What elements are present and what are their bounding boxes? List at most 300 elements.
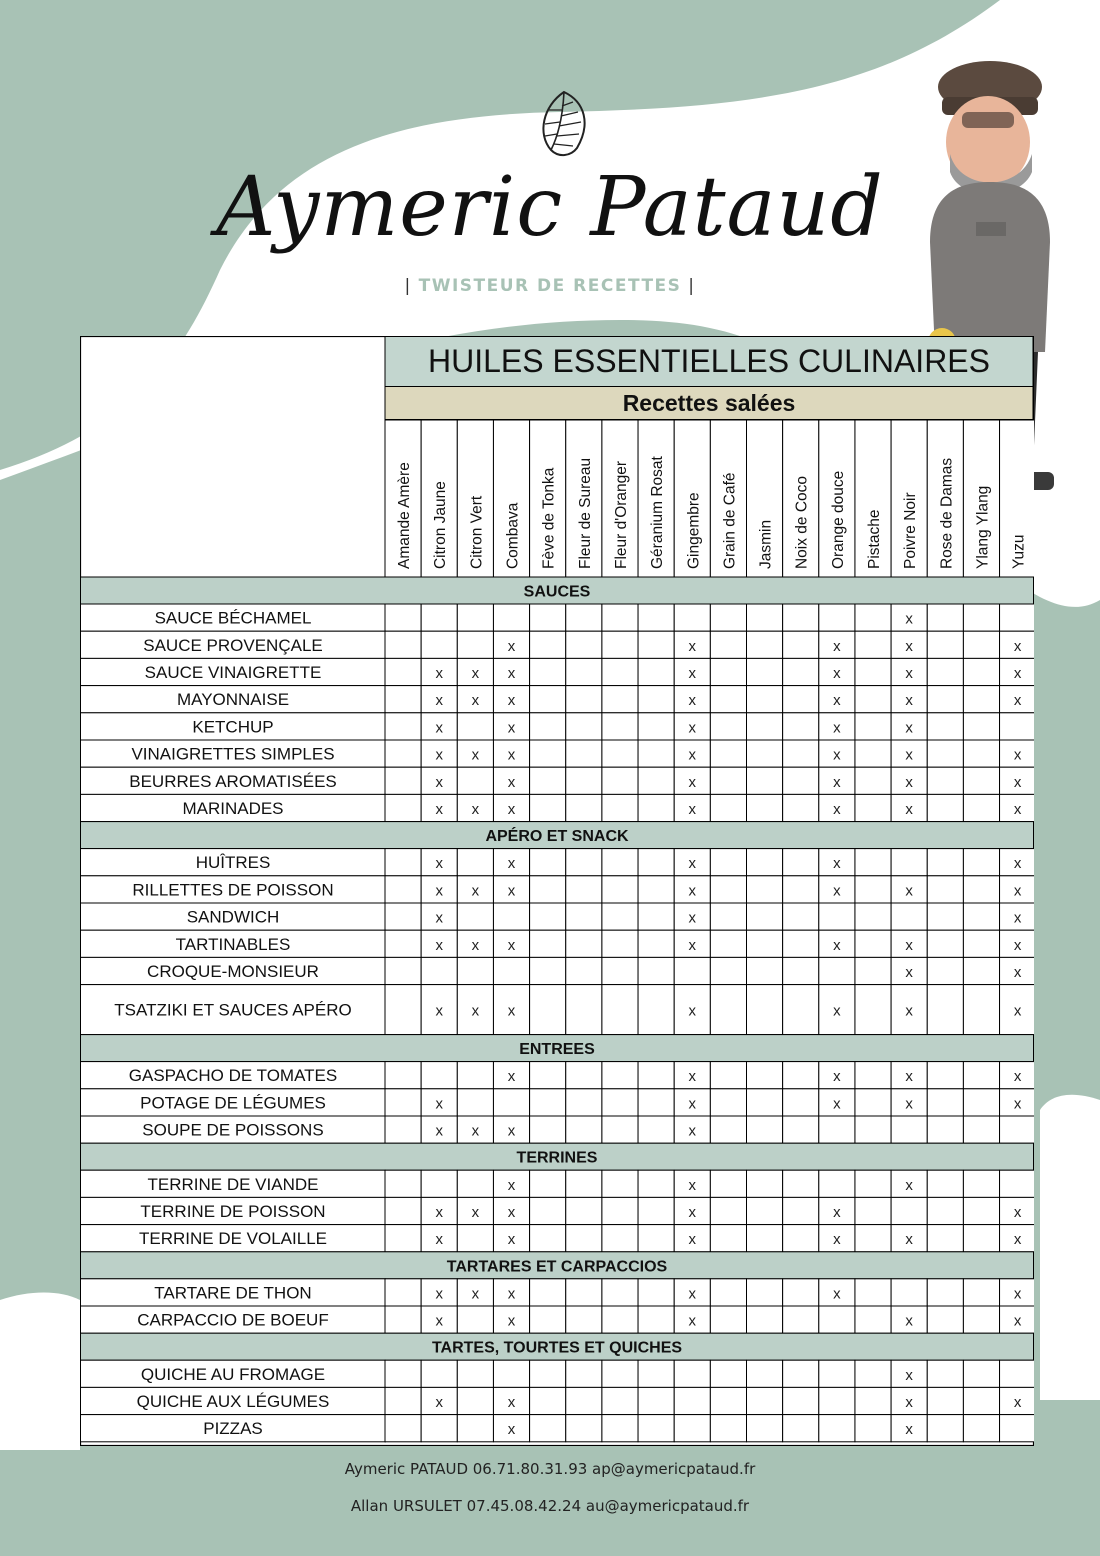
oil-mark: x — [905, 1095, 913, 1113]
brand-tagline: | TWISTEUR DE RECETTES | — [404, 276, 696, 296]
recipe-name: MAYONNAISE — [176, 690, 290, 710]
grid-cell — [674, 957, 710, 984]
grid-cell — [783, 1306, 819, 1333]
grid-cell — [530, 1062, 566, 1089]
oil-mark: x — [435, 773, 443, 791]
grid-cell — [530, 876, 566, 903]
grid-cell — [493, 604, 529, 631]
grid-cell — [602, 985, 638, 1035]
grid-cell — [638, 957, 674, 984]
grid-cell — [927, 767, 963, 794]
grid-cell — [566, 713, 602, 740]
oil-mark: x — [688, 1285, 697, 1303]
grid-cell — [710, 1197, 746, 1224]
grid-cell — [747, 686, 783, 713]
grid-cell — [747, 740, 783, 767]
grid-cell — [566, 794, 602, 821]
grid-cell — [421, 957, 457, 984]
oil-mark: x — [435, 936, 443, 954]
grid-cell — [855, 1197, 891, 1224]
grid-cell — [385, 1306, 421, 1333]
grid-cell — [1000, 1415, 1034, 1442]
grid-cell — [638, 1279, 674, 1306]
grid-cell — [638, 1170, 674, 1197]
grid-cell — [963, 1387, 999, 1414]
oil-mark: x — [435, 1122, 443, 1140]
grid-cell — [891, 903, 927, 930]
grid-cell — [493, 903, 529, 930]
grid-cell — [783, 658, 819, 685]
grid-cell — [602, 1415, 638, 1442]
grid-cell — [747, 604, 783, 631]
oil-mark: x — [833, 665, 841, 682]
brand-name: Aymeric Pataud — [216, 160, 884, 255]
grid-cell — [638, 604, 674, 631]
grid-cell — [819, 903, 855, 930]
grid-cell — [963, 794, 999, 821]
grid-cell — [566, 1387, 602, 1414]
grid-cell — [819, 1170, 855, 1197]
grid-cell — [385, 1360, 421, 1387]
oil-mark: x — [435, 692, 443, 710]
recipe-name: TARTINABLES — [175, 934, 291, 954]
oil-mark: x — [1013, 1394, 1022, 1411]
oil-mark: x — [507, 1176, 516, 1194]
grid-cell — [747, 1062, 783, 1089]
grid-cell — [963, 849, 999, 876]
oil-mark: x — [471, 665, 480, 682]
grid-cell — [819, 1415, 855, 1442]
grid-cell — [927, 1279, 963, 1306]
recipe-name: CROQUE-MONSIEUR — [147, 962, 319, 981]
oil-mark: x — [833, 936, 841, 954]
grid-cell — [385, 686, 421, 713]
oil-mark: x — [833, 1002, 841, 1020]
recipe-name: KETCHUP — [192, 717, 274, 737]
grid-cell — [963, 631, 999, 658]
grid-cell — [1000, 713, 1034, 740]
grid-cell — [855, 1170, 891, 1197]
grid-cell — [819, 1360, 855, 1387]
recipe-name: SANDWICH — [186, 907, 280, 927]
oil-mark: x — [688, 1312, 697, 1330]
grid-cell — [566, 740, 602, 767]
oil-mark: x — [471, 882, 480, 900]
grid-cell — [747, 631, 783, 658]
grid-cell — [457, 849, 493, 876]
grid-cell — [747, 1306, 783, 1333]
grid-cell — [385, 604, 421, 631]
oil-mark: x — [905, 801, 913, 818]
column-header: Noix de Coco — [793, 475, 811, 569]
grid-cell — [747, 957, 783, 984]
grid-cell — [566, 767, 602, 794]
oil-mark: x — [1013, 909, 1022, 927]
oil-mark: x — [1013, 637, 1022, 655]
grid-cell — [927, 930, 963, 957]
grid-cell — [638, 794, 674, 821]
grid-cell — [963, 1306, 999, 1333]
grid-cell — [385, 794, 421, 821]
oil-mark: x — [688, 1002, 697, 1020]
grid-cell — [566, 686, 602, 713]
grid-cell — [1000, 1170, 1034, 1197]
grid-cell — [855, 1225, 891, 1252]
essential-oils-table — [80, 336, 1034, 1446]
oil-mark: x — [833, 773, 841, 791]
grid-cell — [710, 1170, 746, 1197]
oil-mark: x — [471, 1204, 480, 1221]
grid-cell — [385, 849, 421, 876]
grid-cell — [457, 631, 493, 658]
grid-cell — [566, 930, 602, 957]
grid-cell — [493, 957, 529, 984]
table-title: HUILES ESSENTIELLES CULINAIRES — [428, 343, 990, 379]
grid-cell — [457, 767, 493, 794]
grid-cell — [566, 1279, 602, 1306]
recipe-name: POTAGE DE LÉGUMES — [140, 1093, 326, 1113]
oil-mark: x — [905, 1421, 913, 1439]
oil-mark: x — [1013, 936, 1022, 954]
oil-mark: x — [471, 746, 480, 764]
oil-mark: x — [435, 1095, 443, 1113]
grid-cell — [385, 1089, 421, 1116]
grid-cell — [963, 740, 999, 767]
grid-cell — [747, 1279, 783, 1306]
grid-cell — [638, 876, 674, 903]
oil-mark: x — [905, 719, 913, 737]
grid-cell — [783, 849, 819, 876]
grid-cell — [530, 1360, 566, 1387]
oil-mark: x — [507, 801, 516, 818]
grid-cell — [963, 1116, 999, 1143]
column-header: Gingembre — [685, 492, 703, 569]
grid-cell — [855, 1415, 891, 1442]
grid-cell — [530, 1170, 566, 1197]
grid-cell — [710, 1306, 746, 1333]
grid-cell — [963, 767, 999, 794]
oil-mark: x — [471, 692, 480, 710]
grid-cell — [1000, 604, 1034, 631]
oil-mark: x — [833, 719, 841, 737]
grid-cell — [963, 1225, 999, 1252]
grid-cell — [927, 1170, 963, 1197]
grid-cell — [963, 957, 999, 984]
recipe-name: TERRINE DE VOLAILLE — [138, 1229, 328, 1249]
grid-cell — [638, 985, 674, 1035]
grid-cell — [421, 1415, 457, 1442]
grid-cell — [927, 1387, 963, 1414]
oil-mark: x — [905, 637, 913, 655]
recipe-name: MARINADES — [182, 799, 284, 818]
oil-mark: x — [833, 692, 841, 710]
grid-cell — [819, 1387, 855, 1414]
grid-cell — [927, 658, 963, 685]
oil-mark: x — [905, 1176, 913, 1194]
grid-cell — [602, 957, 638, 984]
grid-cell — [747, 1415, 783, 1442]
grid-cell — [638, 686, 674, 713]
column-header: Poivre Noir — [902, 492, 920, 569]
grid-cell — [710, 686, 746, 713]
grid-cell — [710, 903, 746, 930]
grid-cell — [530, 767, 566, 794]
white-wave-left — [0, 1293, 80, 1451]
grid-cell — [638, 658, 674, 685]
oil-mark: x — [507, 855, 516, 873]
grid-cell — [747, 1360, 783, 1387]
oil-mark: x — [688, 936, 697, 954]
grid-cell — [855, 631, 891, 658]
oil-mark: x — [435, 855, 443, 873]
grid-cell — [783, 1415, 819, 1442]
grid-cell — [855, 876, 891, 903]
oil-mark: x — [688, 1095, 697, 1113]
grid-cell — [747, 985, 783, 1035]
grid-cell — [421, 604, 457, 631]
grid-cell — [638, 903, 674, 930]
column-header: Combava — [504, 502, 522, 569]
grid-cell — [457, 1360, 493, 1387]
grid-cell — [783, 876, 819, 903]
oil-mark: x — [507, 1312, 516, 1330]
grid-cell — [747, 876, 783, 903]
grid-cell — [602, 1360, 638, 1387]
grid-cell — [457, 713, 493, 740]
grid-cell — [638, 1306, 674, 1333]
oil-mark: x — [688, 773, 697, 791]
grid-cell — [602, 740, 638, 767]
oil-mark: x — [1013, 882, 1022, 900]
grid-cell — [747, 1387, 783, 1414]
recipe-name: GASPACHO DE TOMATES — [128, 1066, 338, 1086]
grid-cell — [566, 1089, 602, 1116]
grid-cell — [927, 1306, 963, 1333]
grid-cell — [710, 1279, 746, 1306]
grid-cell — [819, 1306, 855, 1333]
grid-cell — [385, 1279, 421, 1306]
grid-cell — [927, 794, 963, 821]
grid-cell — [710, 957, 746, 984]
grid-cell — [783, 767, 819, 794]
grid-cell — [530, 686, 566, 713]
grid-cell — [927, 1197, 963, 1224]
grid-cell — [385, 1170, 421, 1197]
grid-cell — [421, 631, 457, 658]
oil-mark: x — [1013, 665, 1022, 682]
oil-mark: x — [435, 909, 443, 927]
grid-cell — [530, 849, 566, 876]
grid-cell — [602, 1116, 638, 1143]
grid-cell — [783, 1360, 819, 1387]
contact-line-2: Allan URSULET 07.45.08.42.24 au@aymericpataud.fr — [350, 1497, 750, 1515]
grid-cell — [457, 1306, 493, 1333]
grid-cell — [602, 604, 638, 631]
grid-cell — [783, 985, 819, 1035]
oil-mark: x — [905, 746, 913, 764]
oil-mark: x — [507, 1122, 516, 1140]
grid-cell — [747, 930, 783, 957]
section-title: TERRINES — [516, 1149, 598, 1167]
grid-cell — [963, 713, 999, 740]
grid-cell — [674, 1387, 710, 1414]
grid-cell — [530, 1197, 566, 1224]
grid-cell — [927, 903, 963, 930]
grid-cell — [457, 1415, 493, 1442]
oil-mark: x — [507, 1394, 516, 1411]
grid-cell — [747, 1170, 783, 1197]
grid-cell — [457, 903, 493, 930]
grid-cell — [891, 1197, 927, 1224]
grid-cell — [963, 1415, 999, 1442]
oil-mark: x — [507, 746, 516, 764]
grid-cell — [855, 1306, 891, 1333]
grid-cell — [710, 604, 746, 631]
grid-cell — [855, 767, 891, 794]
recipe-name: BEURRES AROMATISÉES — [129, 771, 337, 791]
grid-cell — [927, 740, 963, 767]
oil-mark: x — [435, 1204, 443, 1221]
grid-cell — [457, 604, 493, 631]
grid-cell — [927, 1415, 963, 1442]
recipe-name: SOUPE DE POISSONS — [142, 1120, 324, 1140]
oil-mark: x — [435, 746, 443, 764]
grid-cell — [747, 1197, 783, 1224]
oil-mark: x — [471, 936, 480, 954]
oil-mark: x — [688, 1231, 697, 1249]
grid-cell — [710, 740, 746, 767]
column-header: Grain de Café — [721, 472, 739, 569]
recipe-name: TSATZIKI ET SAUCES APÉRO — [114, 1000, 352, 1020]
grid-cell — [602, 631, 638, 658]
section-title: APÉRO ET SNACK — [485, 828, 629, 846]
oil-mark: x — [905, 1394, 913, 1411]
oil-mark: x — [833, 1231, 841, 1249]
oil-mark: x — [688, 665, 697, 682]
grid-cell — [927, 957, 963, 984]
grid-cell — [855, 686, 891, 713]
recipe-name: SAUCE VINAIGRETTE — [144, 663, 322, 682]
oil-mark: x — [1013, 964, 1022, 981]
grid-cell — [385, 1116, 421, 1143]
grid-cell — [927, 849, 963, 876]
oil-mark: x — [1013, 1068, 1022, 1086]
grid-cell — [963, 604, 999, 631]
tagline-text: TWISTEUR DE RECETTES — [418, 276, 682, 296]
grid-cell — [602, 767, 638, 794]
oil-mark: x — [507, 637, 516, 655]
grid-cell — [963, 1197, 999, 1224]
grid-cell — [385, 985, 421, 1035]
grid-cell — [385, 903, 421, 930]
grid-cell — [927, 604, 963, 631]
oil-mark: x — [507, 719, 516, 737]
grid-cell — [819, 957, 855, 984]
grid-cell — [927, 985, 963, 1035]
grid-cell — [963, 658, 999, 685]
grid-cell — [530, 1387, 566, 1414]
oil-mark: x — [1013, 1095, 1022, 1113]
grid-cell — [530, 1415, 566, 1442]
oil-mark: x — [507, 1231, 516, 1249]
grid-cell — [602, 1225, 638, 1252]
section-title: ENTREES — [519, 1041, 595, 1059]
oil-mark: x — [905, 665, 913, 682]
grid-cell — [710, 1387, 746, 1414]
grid-cell — [638, 1116, 674, 1143]
recipe-name: PIZZAS — [203, 1419, 263, 1439]
grid-cell — [710, 985, 746, 1035]
recipe-name: TARTARE DE THON — [154, 1283, 312, 1303]
recipe-name: HUÎTRES — [195, 853, 271, 873]
grid-cell — [747, 1116, 783, 1143]
grid-cell — [385, 767, 421, 794]
grid-cell — [783, 930, 819, 957]
grid-cell — [638, 1062, 674, 1089]
grid-cell — [927, 686, 963, 713]
column-header: Yuzu — [1010, 534, 1028, 569]
grid-cell — [566, 957, 602, 984]
oil-mark: x — [435, 719, 443, 737]
oil-mark: x — [507, 773, 516, 791]
grid-cell — [385, 1415, 421, 1442]
grid-cell — [747, 767, 783, 794]
grid-cell — [602, 658, 638, 685]
oil-mark: x — [1013, 1285, 1022, 1303]
grid-cell — [566, 985, 602, 1035]
oil-mark: x — [905, 1312, 913, 1330]
grid-cell — [855, 1089, 891, 1116]
grid-cell — [602, 1306, 638, 1333]
oil-mark: x — [688, 1176, 697, 1194]
oil-mark: x — [507, 936, 516, 954]
grid-cell — [927, 1062, 963, 1089]
grid-cell — [638, 631, 674, 658]
grid-cell — [602, 1170, 638, 1197]
grid-cell — [927, 876, 963, 903]
recipe-name: TERRINE DE VIANDE — [147, 1174, 319, 1194]
grid-cell — [602, 1279, 638, 1306]
grid-cell — [747, 713, 783, 740]
oil-mark: x — [507, 1002, 516, 1020]
grid-cell — [530, 604, 566, 631]
grid-cell — [638, 1089, 674, 1116]
grid-cell — [602, 794, 638, 821]
oil-mark: x — [833, 746, 841, 764]
recipe-name: SAUCE PROVENÇALE — [143, 635, 323, 655]
grid-cell — [747, 1225, 783, 1252]
grid-cell — [638, 930, 674, 957]
grid-cell — [747, 849, 783, 876]
column-header: Fleur de Sureau — [576, 457, 594, 569]
grid-cell — [493, 1360, 529, 1387]
grid-cell — [963, 1170, 999, 1197]
grid-cell — [855, 1360, 891, 1387]
grid-cell — [747, 903, 783, 930]
grid-cell — [855, 604, 891, 631]
grid-cell — [855, 930, 891, 957]
oil-mark: x — [833, 1204, 841, 1221]
grid-cell — [674, 604, 710, 631]
grid-cell — [855, 713, 891, 740]
grid-cell — [566, 604, 602, 631]
grid-cell — [963, 876, 999, 903]
oil-mark: x — [833, 1095, 841, 1113]
grid-cell — [530, 658, 566, 685]
oil-mark: x — [688, 882, 697, 900]
grid-cell — [963, 686, 999, 713]
oil-mark: x — [1013, 1002, 1022, 1020]
